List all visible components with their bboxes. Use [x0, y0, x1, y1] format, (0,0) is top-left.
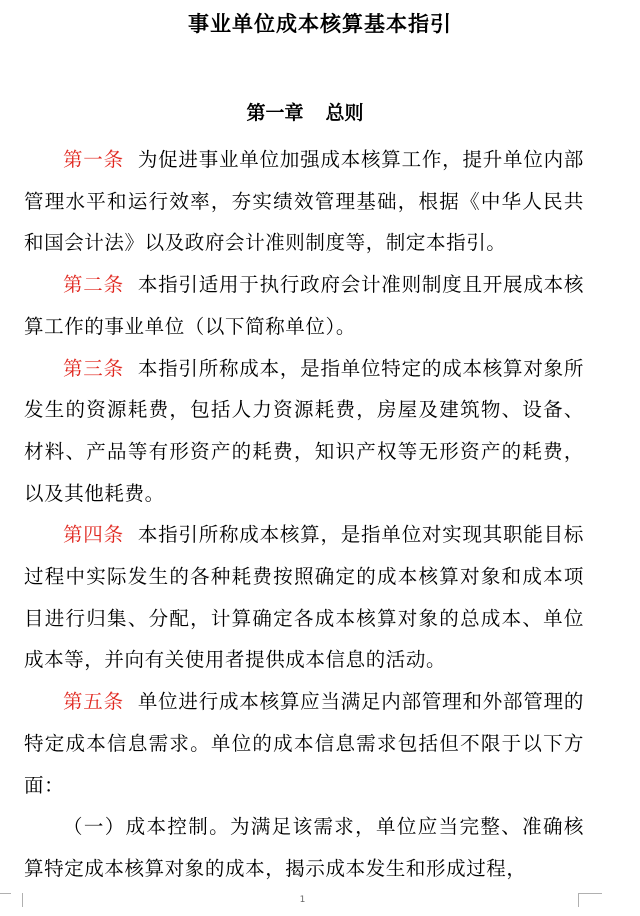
article-label: 第二条	[63, 273, 124, 297]
article-text: 本指引所称成本核算，是指单位对实现其职能目标过程中实际发生的各种耗费按照确定的成本核算对象和成本项目进行归集、分配，计算确定各成本核算对象的总成本、单位成本等，并向有关使用者提供成本信息的活动。	[24, 523, 584, 672]
article-label: 第四条	[63, 523, 124, 547]
article-paragraph	[24, 264, 584, 347]
article-paragraph	[24, 681, 584, 806]
article-text: 本指引适用于执行政府会计准则制度且开展成本核算工作的事业单位（以下简称单位）。	[24, 273, 584, 338]
crop-mark-right-h	[578, 893, 602, 894]
document-title: 事业单位成本核算基本指引	[188, 12, 452, 36]
sub-item-paragraph	[24, 806, 584, 889]
article-paragraph	[24, 514, 584, 681]
article-paragraph	[24, 139, 584, 264]
article-label: 第三条	[63, 356, 124, 380]
article-text: 为促进事业单位加强成本核算工作，提升单位内部管理水平和运行效率，夯实绩效管理基础，根据《中华人民共和国会计法》以及政府会计准则制度等，制定本指引。	[24, 148, 584, 255]
document-body	[24, 139, 584, 890]
page-number: 1	[299, 895, 306, 905]
chapter-name: 总则	[325, 102, 364, 124]
article-text: 本指引所称成本，是指单位特定的成本核算对象所发生的资源耗费，包括人力资源耗费，房屋及建筑物、设备、材料、产品等有形资产的耗费，知识产权等无形资产的耗费，以及其他耗费。	[24, 356, 584, 505]
article-paragraph	[24, 348, 584, 515]
crop-mark-left-h	[0, 893, 11, 894]
sub-item-text: （一）成本控制。为满足该需求，单位应当完整、准确核算特定成本核算对象的成本，揭示成本发生和形成过程，	[24, 815, 584, 880]
article-label: 第一条	[63, 148, 124, 171]
article-text: 单位进行成本核算应当满足内部管理和外部管理的特定成本信息需求。单位的成本信息需求包括但不限于以下方面：	[24, 690, 584, 797]
chapter-heading	[0, 98, 610, 125]
chapter-number: 第一章	[246, 102, 304, 124]
article-label: 第五条	[63, 690, 124, 714]
